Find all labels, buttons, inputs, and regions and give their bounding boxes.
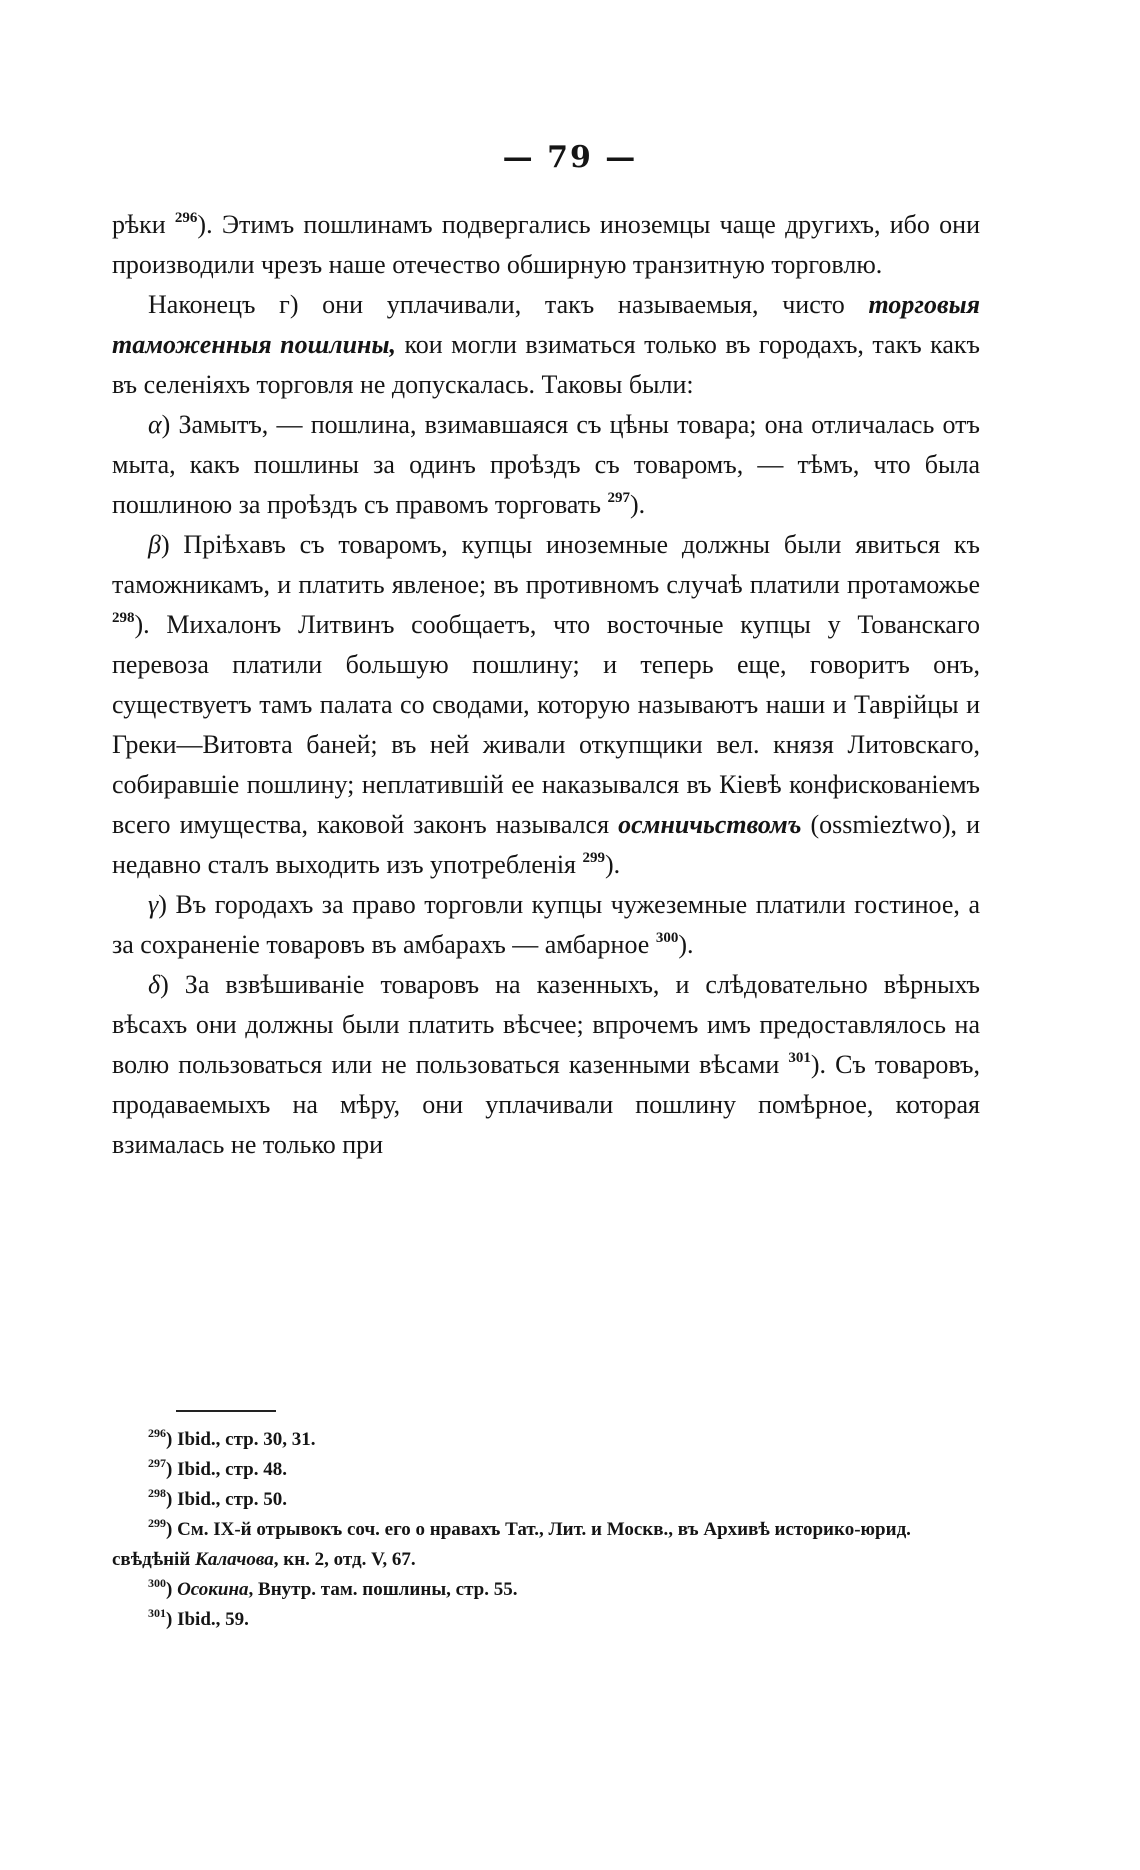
footnote-text: ) [166,1579,178,1600]
footnote-text: ) Ibid., стр. 48. [166,1459,287,1480]
footnote-text: ) Ibid., стр. 30, 31. [166,1429,316,1450]
text-segment: рѣки [112,210,175,239]
text-segment: ) Пріѣхавъ съ товаромъ, купцы иноземные должны были явиться къ таможникамъ, и платить явленое; въ противномъ случаѣ платили протаможье [112,530,980,599]
paragraph [112,885,980,965]
footnote-ref: 297 [607,490,630,506]
footnote-author: Калачова [195,1549,274,1570]
footnote-number: 301 [148,1606,166,1620]
text-segment: ) Замытъ, — пошлина, взимавшаяся съ цѣны товара; она отличалась отъ мыта, какъ пошлины за одинъ проѣздъ съ товаромъ, — тѣмъ, что была пошлиною за проѣздъ съ правомъ торговать [112,410,980,519]
footnote-author: Осокина [177,1579,249,1600]
paragraph [112,405,980,525]
footnote-text: ) Ibid., 59. [166,1609,249,1630]
footnote-number: 300 [148,1576,166,1590]
footnote-divider [176,1410,276,1412]
footnote-text: ) См. IX-й отрывокъ соч. его о нравахъ Тат., Лит. и Москв., въ Архивѣ историко-юрид. свѣдѣній [112,1519,911,1570]
paragraph [112,205,980,285]
footnote-text: , кн. 2, отд. V, 67. [273,1549,416,1570]
greek-letter: δ [148,970,161,999]
footnote-text: ) Ibid., стр. 50. [166,1489,287,1510]
footnote-ref: 300 [655,930,679,946]
greek-letter: β [148,530,161,559]
footnote [112,1485,980,1515]
text-segment: Наконецъ г) они уплачивали, такъ называемыя, чисто [148,290,869,319]
footnote-ref: 296 [174,210,198,226]
text-segment: ) Въ городахъ за право торговли купцы чужеземные платили гостиное, а за сохраненіе товаровъ въ амбарахъ — амбарное [112,890,980,959]
footnote-number: 296 [148,1426,166,1440]
italic-term: осмничьствомъ [618,810,802,839]
text-segment: ) За взвѣшиваніе товаровъ на казенныхъ, и слѣдовательно вѣрныхъ вѣсахъ они должны были платить вѣсчее; впрочемъ имъ предоставлялось на волю пользоваться или не пользоваться казенными вѣсами [112,970,980,1079]
footnote-ref: 299 [582,850,606,866]
footnote-number: 297 [148,1456,166,1470]
footnote [112,1605,980,1635]
footnotes [112,1425,980,1635]
greek-letter: α [148,410,162,439]
text-segment: ). Михалонъ Литвинъ сообщаетъ, что восточные купцы у Тованскаго перевоза платили большую пошлину; и теперь еще, говоритъ онъ, существуетъ тамъ палата со сводами, которую называютъ наши и Таврійцы и Греки—Витовта баней; въ ней живали откупщики вел. князя Литовскаго, собиравшіе пошлину; неплатившій ее наказывался въ Кіевѣ конфискованіемъ всего имущества, каковой законъ назывался [112,610,980,839]
footnote-ref: 298 [112,610,135,626]
text-segment: ). [678,930,694,959]
footnote [112,1425,980,1455]
footnote-number: 298 [148,1486,166,1500]
paragraph [112,965,980,1165]
italic-term: торговыя таможенныя пошлины, [112,290,980,359]
paragraph [112,285,980,405]
text-segment: ). [629,490,646,519]
main-text [112,205,980,1165]
greek-letter: γ [148,890,159,919]
text-segment: (ossmieztwo), и недавно сталъ выходить изъ употребленія [112,810,980,879]
footnote-ref: 301 [788,1050,811,1066]
footnote [112,1515,980,1575]
footnote-text: , Внутр. там. пошлины, стр. 55. [248,1579,518,1600]
paragraph [112,525,980,885]
footnote [112,1575,980,1605]
text-segment: ). Этимъ пошлинамъ подвергались иноземцы чаще другихъ, ибо они производили чрезъ наше отечество обширную транзитную торговлю. [112,210,980,279]
page-number: — 79 — [502,140,638,175]
footnote-number: 299 [148,1516,166,1530]
footnote [112,1455,980,1485]
text-segment: кои могли взиматься только въ городахъ, такъ какъ въ селеніяхъ торговля не допускалась. Таковы были: [112,330,980,399]
text-segment: ). [605,850,621,879]
text-segment: ). Съ товаровъ, продаваемыхъ на мѣру, они уплачивали пошлину помѣрное, которая взималась не только при [112,1050,980,1159]
